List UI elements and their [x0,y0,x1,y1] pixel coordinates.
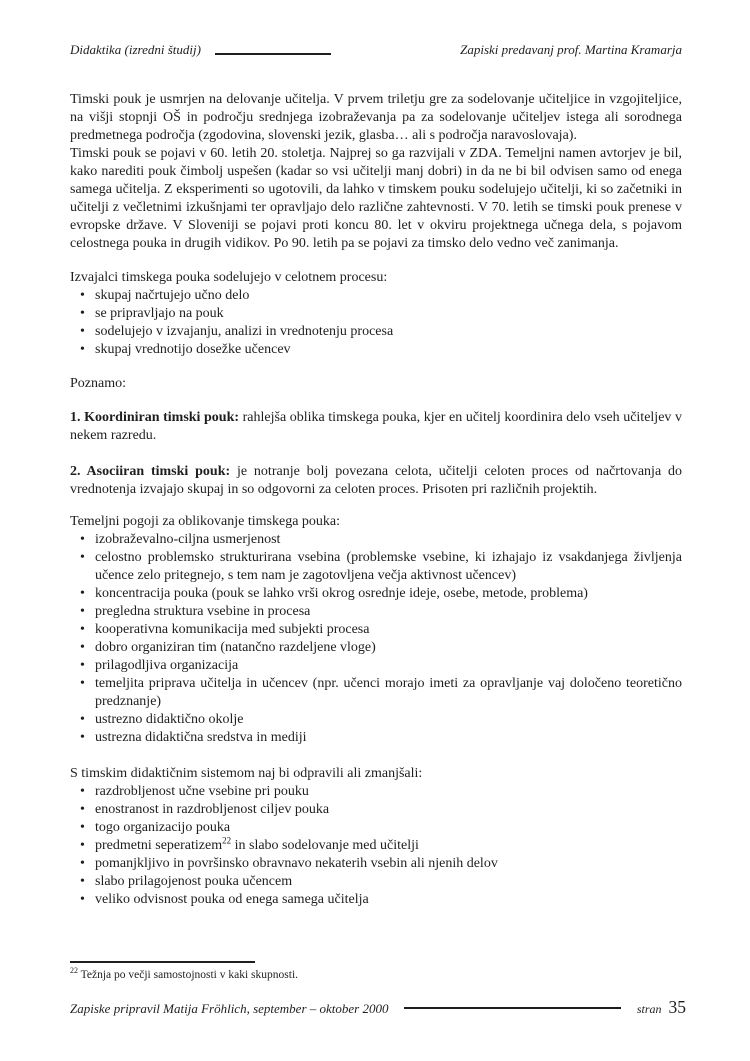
list-item: • sodelujejo v izvajanju, analizi in vrednotenju procesa [70,323,682,341]
list-item: • dobro organiziran tim (natančno razdeljene vloge) [70,639,682,657]
list-item: • kooperativna komunikacija med subjekti procesa [70,621,682,639]
list-item: • razdrobljenost učne vsebine pri pouku [70,783,682,801]
section-intro-sistem: S timskim didaktičnim sistemom naj bi odpravili ali zmanjšali: [70,766,423,781]
footer-rule [404,1007,620,1009]
section-intro-izvajalci: Izvajalci timskega pouka sodelujejo v celotnem procesu: [70,270,388,285]
list-item: • togo organizacijo pouka [70,819,682,837]
footnote [70,968,682,982]
header-course-title: Didaktika (izredni študij) [70,42,201,57]
header-rule [215,53,331,55]
list-item: • se pripravljajo na pouk [70,305,682,323]
list-item-with-footnote-ref [70,837,682,855]
list-item: • slabo prilagojenost pouka učencem [70,873,682,891]
bullet-list-sistem [70,783,682,909]
paragraph-intro-timski-pouk: Timski pouk je usmrjen na delovanje učitelja. V prvem triletju gre za sodelovanje učiteljice in vzgojiteljice, na višji stopnji OŠ in področju srednjega izobraževanja pa za sodelovanje učiteljev istega ali sorodnega predmetnega področja (zgodovina, slovenski jezik, glasba… ali s področja naravoslovaja). [70,92,682,143]
list-item: • temeljita priprava učitelja in učencev (npr. učenci morajo imeti za opravljanje vaj določeno teoretično predznanje) [70,675,682,711]
definition-text-koordiniran: rahlejša oblika timskega pouka, kjer en učitelj koordinira delo vseh učiteljev v nekem razredu. [70,410,682,443]
bullet-list-izvajalci [70,287,682,359]
footnote-area [70,961,682,982]
list-item: • skupaj vrednotijo dosežke učencev [70,341,682,359]
bullet-list-pogoji [70,531,682,747]
page-footer [70,998,686,1018]
footnote-marker: 22 [70,966,78,976]
list-item: • pregledna struktura vsebine in procesa [70,603,682,621]
paragraph-history-timski-pouk: Timski pouk se pojavi v 60. letih 20. stoletja. Najprej so ga razvijali v ZDA. Temeljni namen avtorjev je bil, kako narediti pouk čimbolj uspešen (kadar so vsi učitelji manj dobri) in da ne bi bil odvisen samo od enega samega učitelja. Z eksperimenti so ugotovili, da lahko v timskem pouku sodelujejo učitelji, ki so začetniki in učitelji z večletnimi izkušnjami ter opravljajo delo različne zahtevnosti. V 70. letih se timski pouk prenese v evropske države. V Sloveniji se pojavi proti koncu 80. let v okviru projektnega učnega dela, s pojavom celostnega pouka in drugih vidikov. Po 90. letih pa se pojavi za timsko delo vedno več zanimanja. [70,146,682,251]
list-item: • skupaj načrtujejo učno delo [70,287,682,305]
list-item: • pomanjkljivo in površinsko obravnavo nekaterih vsebin ali njenih delov [70,855,682,873]
page-number: 35 [668,997,686,1017]
definition-asociiran [70,463,682,499]
list-item: • prilagodljiva organizacija [70,657,682,675]
list-item: • izobraževalno-ciljna usmerjenost [70,531,682,549]
list-item: • celostno problemsko strukturirana vsebina (problemske vsebine, ki izhajajo iz vsakdanjega življenja učence zelo pritegnejo, s tem nam je zagotovljena večja aktivnost učencev) [70,549,682,585]
definition-term-koordiniran: 1. Koordiniran timski pouk: [70,410,240,425]
page-header [70,42,682,57]
list-item-text: predmetni seperatizem [95,838,223,853]
document-body [70,91,682,909]
list-item: • ustrezna didaktična sredstva in mediji [70,729,682,747]
list-item: • enostranost in razdrobljenost ciljev pouka [70,801,682,819]
section-intro-pogoji: Temeljni pogoji za oblikovanje timskega pouka: [70,514,341,529]
definition-text-asociiran: je notranje bolj povezana celota, učitelji celoten proces od načrtovanja do vrednotenja izvajajo skupaj in so odgovorni za celoten proces. Prisoten pri različnih projektih. [70,464,682,497]
page-label: stran [636,1002,662,1016]
list-item: • ustrezno didaktično okolje [70,711,682,729]
section-label-poznamo: Poznamo: [70,376,126,391]
footnote-text: Težnja po večji samostojnosti v kaki skupnosti. [78,969,299,981]
definition-term-asociiran: 2. Asociiran timski pouk: [70,464,231,479]
list-item-text: in slabo sodelovanje med učitelji [231,838,419,853]
list-item: • koncentracija pouka (pouk se lahko vrši okrog osrednje ideje, osebe, metode, problema) [70,585,682,603]
header-lecture-credit: Zapiski predavanj prof. Martina Kramarja [460,42,682,57]
footnote-reference: 22 [222,835,232,846]
definition-koordiniran [70,409,682,445]
footnote-separator-rule [70,961,255,963]
footer-credit: Zapiske pripravil Matija Fröhlich, september – oktober 2000 [70,1001,389,1016]
list-item: • veliko odvisnost pouka od enega samega učitelja [70,891,682,909]
